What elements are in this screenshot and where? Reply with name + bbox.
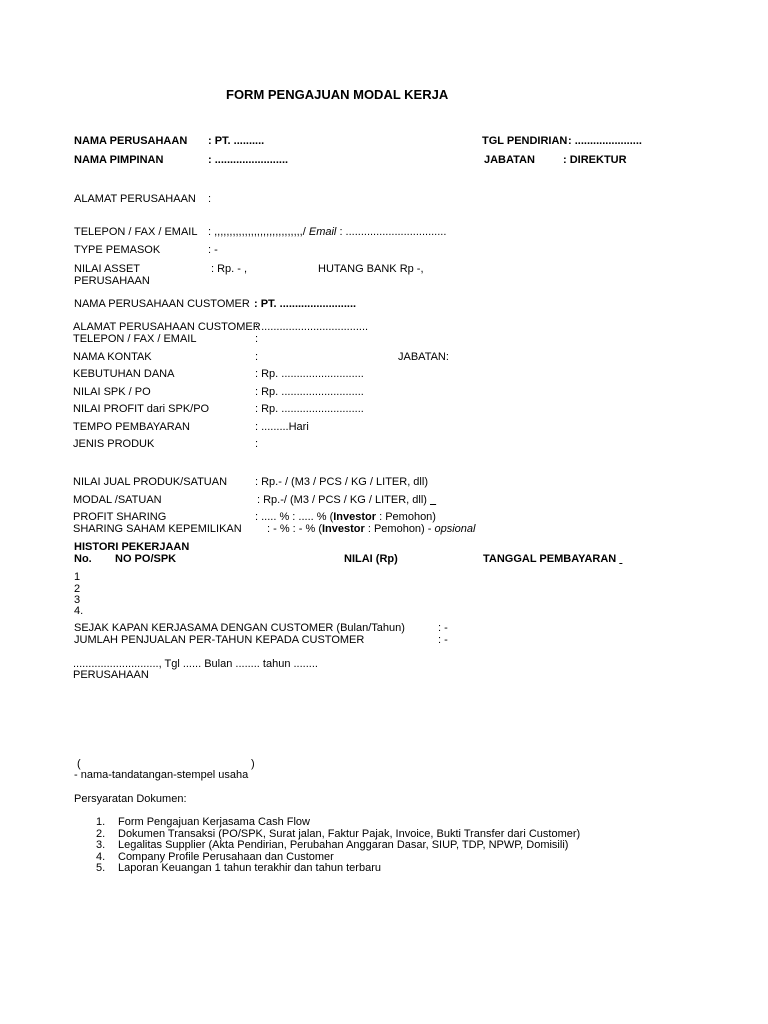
requirement-item: Dokumen Transaksi (PO/SPK, Surat jalan, Faktur Pajak, Invoice, Bukti Transfer dari Customer) bbox=[118, 828, 581, 840]
requirement-num: 2. bbox=[96, 828, 106, 840]
profit-sharing-post: : Pemohon) bbox=[376, 511, 436, 523]
profit-sharing-label: PROFIT SHARING bbox=[73, 511, 167, 523]
tgl-pendirian-label: TGL PENDIRIAN bbox=[482, 135, 568, 147]
sejak-kerjasama-field[interactable]: : - bbox=[438, 622, 448, 634]
col-no: No. bbox=[74, 553, 92, 565]
perusahaan-label: PERUSAHAAN bbox=[73, 669, 149, 681]
telepon-field[interactable] bbox=[208, 226, 446, 238]
modal-underline bbox=[430, 494, 436, 506]
type-pemasok-label: TYPE PEMASOK bbox=[74, 244, 161, 256]
signature-open-paren: ( bbox=[77, 758, 81, 770]
modal-satuan-field[interactable] bbox=[257, 494, 436, 506]
nama-pimpinan-label: NAMA PIMPINAN bbox=[74, 154, 164, 166]
col-po-spk: NO PO/SPK bbox=[115, 553, 177, 565]
jabatan-field[interactable]: : DIREKTUR bbox=[563, 154, 627, 166]
requirement-num: 1. bbox=[96, 816, 106, 828]
telepon-label: TELEPON / FAX / EMAIL bbox=[74, 226, 198, 238]
requirement-item: Laporan Keuangan 1 tahun terakhir dan tahun terbaru bbox=[118, 862, 381, 874]
alamat-perusahaan-field[interactable]: : bbox=[208, 193, 212, 205]
tempo-field[interactable]: : .........Hari bbox=[255, 421, 309, 433]
saham-opsional: opsional bbox=[434, 523, 476, 535]
kebutuhan-dana-field[interactable]: : Rp. ........................... bbox=[255, 368, 364, 380]
histori-row: 3 bbox=[74, 594, 81, 606]
place-date-field[interactable]: ............................, Tgl ...... Bulan ........ tahun ........ bbox=[73, 658, 318, 670]
nilai-jual-field[interactable]: : Rp.- / (M3 / PCS / KG / LITER, dll) bbox=[255, 476, 428, 488]
histori-row: 4. bbox=[74, 605, 84, 617]
sejak-kerjasama-label: SEJAK KAPAN KERJASAMA DENGAN CUSTOMER (Bulan/Tahun) bbox=[74, 622, 405, 634]
saham-investor: Investor bbox=[322, 523, 365, 535]
jenis-produk-field[interactable]: : bbox=[255, 438, 259, 450]
profit-sharing-pre: : ..... % : ..... % ( bbox=[255, 511, 334, 523]
requirement-item: Legalitas Supplier (Akta Pendirian, Perubahan Anggaran Dasar, SIUP, TDP, NPWP, Domisili) bbox=[118, 839, 569, 851]
saham-pre: : - % : - % ( bbox=[267, 523, 322, 535]
sharing-saham-field[interactable] bbox=[267, 523, 475, 535]
type-pemasok-field[interactable]: : - bbox=[208, 244, 218, 256]
nama-kontak-label: NAMA KONTAK bbox=[73, 351, 152, 363]
nama-perusahaan-label: NAMA PERUSAHAAN bbox=[74, 135, 188, 147]
requirement-item: Form Pengajuan Kerjasama Cash Flow bbox=[118, 816, 310, 828]
customer-nama-value: : PT. ......................... bbox=[254, 298, 357, 310]
nilai-profit-field[interactable]: : Rp. ........................... bbox=[255, 403, 364, 415]
requirement-item: Company Profile Perusahaan dan Customer bbox=[118, 851, 334, 863]
profit-sharing-field[interactable] bbox=[255, 511, 436, 523]
email-label: Email bbox=[308, 226, 337, 238]
telepon-value: : ,,,,,,,,,,,,,,,,,,,,,,,,,,,,,/ bbox=[208, 226, 306, 238]
customer-nama-field[interactable] bbox=[254, 298, 356, 310]
customer-telepon-field[interactable]: : bbox=[255, 333, 259, 345]
jumlah-penjualan-field[interactable]: : - bbox=[438, 634, 448, 646]
modal-satuan-label: MODAL /SATUAN bbox=[73, 494, 162, 506]
alamat-perusahaan-label: ALAMAT PERUSAHAAN bbox=[74, 193, 196, 205]
profit-sharing-investor: Investor bbox=[333, 511, 377, 523]
requirement-num: 3. bbox=[96, 839, 106, 851]
tgl-pendirian-field[interactable]: : ...................... bbox=[568, 135, 642, 147]
customer-alamat-field[interactable]: : ................................... bbox=[255, 321, 369, 333]
signature-note: - nama-tandatangan-stempel usaha bbox=[74, 769, 249, 781]
kontak-jabatan-label[interactable]: JABATAN: bbox=[398, 351, 449, 363]
kebutuhan-dana-label: KEBUTUHAN DANA bbox=[73, 368, 175, 380]
modal-satuan-value: : Rp.-/ (M3 / PCS / KG / LITER, dll) bbox=[257, 494, 427, 506]
jabatan-label: JABATAN bbox=[484, 154, 535, 166]
nilai-spk-field[interactable]: : Rp. ........................... bbox=[255, 386, 364, 398]
nilai-asset-label: NILAI ASSET bbox=[74, 263, 141, 275]
histori-row: 2 bbox=[74, 583, 81, 595]
nama-pimpinan-field[interactable]: : ........................ bbox=[208, 154, 289, 166]
requirement-num: 4. bbox=[96, 851, 106, 863]
customer-telepon-label: TELEPON / FAX / EMAIL bbox=[73, 333, 197, 345]
col-nilai: NILAI (Rp) bbox=[344, 553, 398, 565]
col-tanggal bbox=[483, 553, 622, 565]
histori-row: 1 bbox=[74, 571, 81, 583]
customer-nama-label: NAMA PERUSAHAAN CUSTOMER bbox=[74, 298, 250, 310]
nilai-spk-label: NILAI SPK / PO bbox=[73, 386, 151, 398]
email-value: : ................................. bbox=[339, 226, 447, 238]
nilai-profit-label: NILAI PROFIT dari SPK/PO bbox=[73, 403, 210, 415]
nama-kontak-field[interactable]: : bbox=[255, 351, 259, 363]
sharing-saham-label: SHARING SAHAM KEPEMILIKAN bbox=[73, 523, 242, 535]
nama-perusahaan-field[interactable]: : PT. .......... bbox=[208, 135, 265, 147]
nilai-asset-label-2: PERUSAHAAN bbox=[74, 275, 150, 287]
jumlah-penjualan-label: JUMLAH PENJUALAN PER-TAHUN KEPADA CUSTOMER bbox=[74, 634, 365, 646]
hutang-bank-field[interactable]: HUTANG BANK Rp -, bbox=[318, 263, 424, 275]
col-tanggal-label: TANGGAL PEMBAYARAN bbox=[483, 553, 617, 565]
histori-heading: HISTORI PEKERJAAN bbox=[74, 541, 190, 553]
page-title: FORM PENGAJUAN MODAL KERJA bbox=[226, 87, 449, 102]
requirement-num: 5. bbox=[96, 862, 106, 874]
signature-close-paren: ) bbox=[251, 758, 255, 770]
requirements-heading: Persyaratan Dokumen: bbox=[74, 793, 187, 805]
jenis-produk-label: JENIS PRODUK bbox=[73, 438, 155, 450]
tempo-label: TEMPO PEMBAYARAN bbox=[73, 421, 190, 433]
customer-alamat-label: ALAMAT PERUSAHAAN CUSTOMER bbox=[73, 321, 261, 333]
nilai-asset-field[interactable]: : Rp. - , bbox=[211, 263, 248, 275]
nilai-jual-label: NILAI JUAL PRODUK/SATUAN bbox=[73, 476, 228, 488]
saham-mid: : Pemohon) - bbox=[364, 523, 435, 535]
